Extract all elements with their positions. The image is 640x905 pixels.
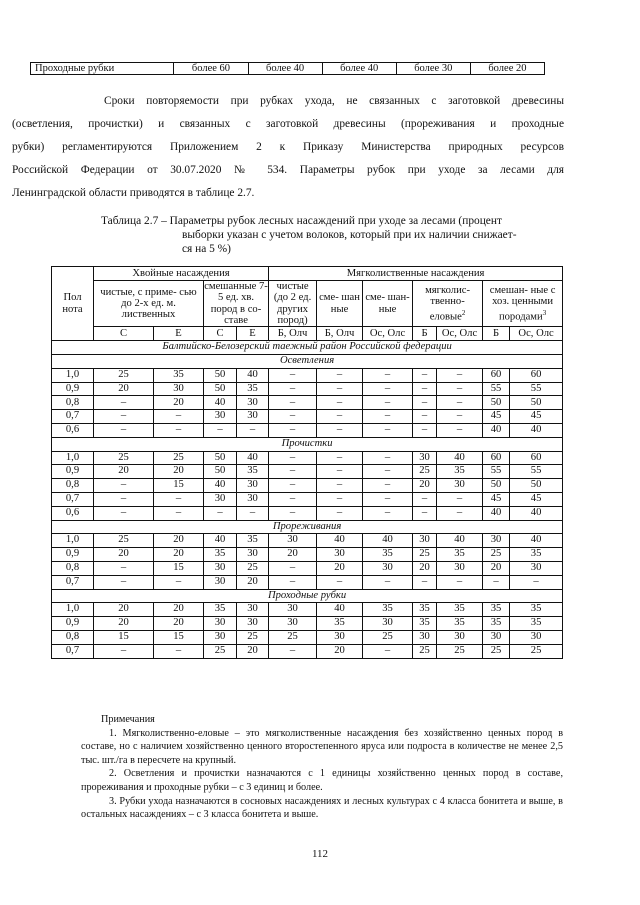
polnota-cell: 0,7 xyxy=(52,644,94,658)
table-row xyxy=(31,63,545,75)
table-cell: 30 xyxy=(413,534,437,548)
polnota-cell: 0,7 xyxy=(52,410,94,424)
table-cell: – xyxy=(413,382,437,396)
table-row xyxy=(52,382,563,396)
table-cell: 35 xyxy=(237,465,269,479)
table-cell: 20 xyxy=(154,534,204,548)
table-cell: 30 xyxy=(483,534,510,548)
table-cell: 35 xyxy=(237,534,269,548)
polnota-cell: 0,6 xyxy=(52,424,94,438)
table-cell: 35 xyxy=(413,603,437,617)
table-cell: более 40 xyxy=(248,63,322,75)
section-title: Прореживания xyxy=(52,520,563,534)
table-cell: 25 xyxy=(269,630,317,644)
table-row xyxy=(52,603,563,617)
table-cell: – xyxy=(510,575,563,589)
table-cell: 25 xyxy=(413,548,437,562)
table-cell: – xyxy=(363,465,413,479)
table-cell: 15 xyxy=(154,479,204,493)
table-cell: 40 xyxy=(317,534,363,548)
table-cell: 35 xyxy=(437,465,483,479)
table-cell: 25 xyxy=(483,644,510,658)
paragraph-line: Сроки повторяемости при рубках ухода, не связанных с заготовкой древесины xyxy=(104,95,564,107)
region-title: Балтийско-Белозерский таежный район Российской федерации xyxy=(52,341,563,355)
table-row xyxy=(52,630,563,644)
table-cell: 20 xyxy=(154,396,204,410)
table-cell: – xyxy=(317,465,363,479)
table-row xyxy=(52,492,563,506)
species-header-cell: Б, Олч xyxy=(269,327,317,341)
table-cell: 40 xyxy=(437,534,483,548)
section-title: Осветления xyxy=(52,355,563,369)
table-cell: 25 xyxy=(413,465,437,479)
table-row xyxy=(52,424,563,438)
soft-spruce-header: мягколис- твенно- еловые$^2$ xyxy=(413,280,483,327)
table-cell: 35 xyxy=(413,617,437,631)
caption-line: ся на 5 %) xyxy=(182,243,231,255)
top-strip-table xyxy=(30,62,545,75)
table-cell: 35 xyxy=(483,603,510,617)
table-cell: – xyxy=(413,492,437,506)
caption-line: Таблица 2.7 – Параметры рубок лесных насаждений при уходе за лесами (процент xyxy=(101,215,502,227)
table-cell: – xyxy=(154,492,204,506)
table-cell: – xyxy=(269,479,317,493)
table-cell: – xyxy=(413,368,437,382)
table-cell: – xyxy=(483,575,510,589)
table-cell: 30 xyxy=(483,630,510,644)
table-cell: – xyxy=(269,575,317,589)
table-cell: 35 xyxy=(317,617,363,631)
table-cell: 25 xyxy=(94,534,154,548)
table-row xyxy=(52,575,563,589)
table-row xyxy=(52,548,563,562)
table-cell: 25 xyxy=(94,368,154,382)
polnota-cell: 1,0 xyxy=(52,368,94,382)
table-cell: – xyxy=(94,644,154,658)
species-header-cell: Е xyxy=(154,327,204,341)
table-cell: 30 xyxy=(437,561,483,575)
table-cell: 25 xyxy=(237,561,269,575)
table-cell: – xyxy=(317,424,363,438)
table-row xyxy=(52,644,563,658)
table-row xyxy=(52,617,563,631)
table-cell: 30 xyxy=(363,617,413,631)
table-cell: 30 xyxy=(204,630,237,644)
table-cell: – xyxy=(363,410,413,424)
note-item: 2. Осветления и прочистки назначаются с 1 единицы хозяйственно ценных пород в составе, прореживания и проходные рубки – с 3 единиц и более. xyxy=(81,768,563,793)
table-cell: 55 xyxy=(483,465,510,479)
table-cell: 20 xyxy=(94,465,154,479)
table-cell: 30 xyxy=(237,492,269,506)
table-cell: 25 xyxy=(413,644,437,658)
polnota-cell: 0,9 xyxy=(52,465,94,479)
table-cell: – xyxy=(94,479,154,493)
table-cell: – xyxy=(317,479,363,493)
table-cell: 40 xyxy=(237,368,269,382)
table-cell: 30 xyxy=(237,410,269,424)
table-cell: 25 xyxy=(94,451,154,465)
table-cell: 40 xyxy=(483,424,510,438)
table-cell: – xyxy=(269,644,317,658)
table-cell: – xyxy=(437,575,483,589)
table-cell: – xyxy=(94,410,154,424)
table-cell: – xyxy=(269,368,317,382)
table-cell: более 30 xyxy=(396,63,470,75)
table-cell: 35 xyxy=(363,548,413,562)
table-cell: – xyxy=(317,492,363,506)
table-cell: – xyxy=(413,424,437,438)
table-cell: 45 xyxy=(483,410,510,424)
table-cell: – xyxy=(437,492,483,506)
note-item: 3. Рубки ухода назначаются в сосновых насаждениях и лесных культурах с 4 класса бонитета и выше, в остальных насаждениях – с 3 класса бонитета и выше. xyxy=(81,795,563,821)
table-cell: 30 xyxy=(204,561,237,575)
table-cell: 20 xyxy=(317,561,363,575)
table-cell: 60 xyxy=(483,368,510,382)
table-cell: 15 xyxy=(154,630,204,644)
table-cell: 30 xyxy=(204,492,237,506)
species-header-cell: Ос, Олс xyxy=(363,327,413,341)
table-cell: – xyxy=(269,561,317,575)
table-cell: 40 xyxy=(510,534,563,548)
table-cell: 35 xyxy=(437,548,483,562)
table-cell: – xyxy=(154,644,204,658)
polnota-cell: 0,9 xyxy=(52,382,94,396)
table-cell: 45 xyxy=(510,410,563,424)
table-cell: 25 xyxy=(483,548,510,562)
species-header-cell: Б xyxy=(483,327,510,341)
caption-line: выборки указан с учетом волоков, который при их наличии снижает- xyxy=(182,229,517,241)
table-cell: – xyxy=(363,424,413,438)
page-number: 112 xyxy=(311,848,329,860)
table-cell: более 20 xyxy=(470,63,544,75)
section-title: Проходные рубки xyxy=(52,589,563,603)
table-cell: – xyxy=(363,506,413,520)
table-cell: 50 xyxy=(483,396,510,410)
table-cell: 15 xyxy=(94,630,154,644)
table-cell: 20 xyxy=(154,548,204,562)
table-cell: – xyxy=(154,506,204,520)
table-cell: – xyxy=(94,424,154,438)
table-cell: – xyxy=(94,561,154,575)
paragraph-line: Российской Федерации от 30.07.2020 № 534. Параметры рубок при уходе за лесами для xyxy=(12,164,564,176)
table-cell: – xyxy=(94,396,154,410)
species-header-cell: Ос, Олс xyxy=(510,327,563,341)
table-cell: – xyxy=(237,506,269,520)
table-cell: – xyxy=(363,575,413,589)
felling-parameters-table xyxy=(51,266,563,659)
table-cell: 40 xyxy=(204,534,237,548)
table-cell: 60 xyxy=(510,368,563,382)
pure-conifer-header: чистые, с приме- сью до 2-х ед. м. лиственных xyxy=(94,280,204,327)
table-cell: – xyxy=(269,424,317,438)
table-cell: 30 xyxy=(154,382,204,396)
table-cell: 30 xyxy=(204,617,237,631)
polnota-cell: 0,9 xyxy=(52,548,94,562)
table-cell: 50 xyxy=(204,382,237,396)
table-cell: 35 xyxy=(510,603,563,617)
table-cell: 30 xyxy=(437,479,483,493)
table-cell: – xyxy=(154,575,204,589)
table-row xyxy=(52,561,563,575)
table-cell: 30 xyxy=(510,561,563,575)
table-cell: – xyxy=(413,396,437,410)
polnota-cell: 1,0 xyxy=(52,603,94,617)
notes-title: Примечания xyxy=(101,714,155,725)
table-cell: – xyxy=(269,396,317,410)
table-cell: 25 xyxy=(154,451,204,465)
table-cell: 20 xyxy=(483,561,510,575)
table-cell: 25 xyxy=(363,630,413,644)
table-cell: 40 xyxy=(363,534,413,548)
table-cell: 45 xyxy=(510,492,563,506)
section-title: Прочистки xyxy=(52,437,563,451)
table-cell: 35 xyxy=(510,617,563,631)
table-cell: – xyxy=(94,492,154,506)
section-row xyxy=(52,437,563,451)
table-cell: Проходные рубки xyxy=(31,63,174,75)
table-cell: 50 xyxy=(483,479,510,493)
table-cell: – xyxy=(317,451,363,465)
table-cell: 30 xyxy=(237,548,269,562)
table-cell: – xyxy=(154,410,204,424)
table-cell: – xyxy=(317,382,363,396)
table-cell: – xyxy=(437,396,483,410)
polnota-cell: 1,0 xyxy=(52,451,94,465)
table-cell: – xyxy=(204,506,237,520)
table-cell: – xyxy=(413,410,437,424)
table-cell: 55 xyxy=(510,465,563,479)
table-cell: 50 xyxy=(510,396,563,410)
polnota-cell: 0,6 xyxy=(52,506,94,520)
table-cell: 20 xyxy=(94,548,154,562)
species-header-cell: Б xyxy=(413,327,437,341)
table-cell: – xyxy=(269,465,317,479)
table-cell: 30 xyxy=(269,534,317,548)
table-cell: 30 xyxy=(237,479,269,493)
species-header-cell: Б, Олч xyxy=(317,327,363,341)
table-cell: 30 xyxy=(413,451,437,465)
table-cell: 40 xyxy=(483,506,510,520)
table-cell: – xyxy=(363,492,413,506)
polnota-cell: 0,7 xyxy=(52,492,94,506)
table-cell: 35 xyxy=(437,603,483,617)
table-cell: 25 xyxy=(510,644,563,658)
note-item: 1. Мягколиственно-еловые – это мягколиственные насаждения без хозяйственно ценных пород в составе, но с наличием хозяйственно ценного второстепенного яруса или подроста в количестве не менее 2,5 тыс. шт./га в пересчете на крупный. xyxy=(81,727,563,766)
table-row xyxy=(52,534,563,548)
softwood-group-header: Мягколиственные насаждения xyxy=(269,267,563,281)
region-row xyxy=(52,341,563,355)
mixed-header: сме- шан ные xyxy=(317,280,363,327)
table-cell: 40 xyxy=(204,396,237,410)
table-cell: – xyxy=(363,479,413,493)
section-row xyxy=(52,520,563,534)
table-cell: 20 xyxy=(94,603,154,617)
table-cell: 35 xyxy=(510,548,563,562)
table-header-row xyxy=(52,280,563,327)
table-row xyxy=(52,396,563,410)
table-cell: 45 xyxy=(483,492,510,506)
polnota-cell: 1,0 xyxy=(52,534,94,548)
section-row xyxy=(52,355,563,369)
table-cell: 20 xyxy=(154,617,204,631)
table-cell: 25 xyxy=(204,644,237,658)
table-cell: 30 xyxy=(317,630,363,644)
valuable-mixed-header: смешан- ные с хоз. ценными породами$^3$ xyxy=(483,280,563,327)
table-cell: 20 xyxy=(94,617,154,631)
table-cell: 35 xyxy=(204,603,237,617)
table-cell: 30 xyxy=(317,548,363,562)
table-cell: 25 xyxy=(437,644,483,658)
table-cell: 30 xyxy=(363,561,413,575)
polnota-cell: 0,7 xyxy=(52,575,94,589)
table-cell: 20 xyxy=(413,479,437,493)
table-cell: – xyxy=(317,410,363,424)
table-cell: 20 xyxy=(237,575,269,589)
table-cell: – xyxy=(269,492,317,506)
table-cell: – xyxy=(269,382,317,396)
table-cell: 60 xyxy=(483,451,510,465)
table-cell: 35 xyxy=(204,548,237,562)
species-header-cell: С xyxy=(94,327,154,341)
paragraph-line: (осветления, прочистки) и связанных с заготовкой древесины (прореживания и проходные xyxy=(12,118,564,130)
table-cell: 50 xyxy=(204,368,237,382)
table-cell: 30 xyxy=(204,410,237,424)
paragraph-line: Ленинградской области приводятся в таблице 2.7. xyxy=(12,187,255,199)
table-cell: – xyxy=(437,368,483,382)
table-cell: 35 xyxy=(437,617,483,631)
table-cell: более 60 xyxy=(174,63,248,75)
table-cell: 35 xyxy=(154,368,204,382)
table-row xyxy=(52,465,563,479)
table-cell: 30 xyxy=(510,630,563,644)
table-row xyxy=(52,451,563,465)
polnota-cell: 0,8 xyxy=(52,479,94,493)
pure-soft-header: чистые (до 2 ед. других пород) xyxy=(269,280,317,327)
table-cell: 50 xyxy=(204,451,237,465)
table-cell: – xyxy=(363,644,413,658)
polnota-cell: 0,8 xyxy=(52,630,94,644)
table-cell: 40 xyxy=(237,451,269,465)
table-cell: 55 xyxy=(483,382,510,396)
table-cell: 35 xyxy=(483,617,510,631)
table-cell: 40 xyxy=(510,506,563,520)
table-cell: 55 xyxy=(510,382,563,396)
table-cell: 20 xyxy=(413,561,437,575)
table-cell: 60 xyxy=(510,451,563,465)
species-header-cell: Е xyxy=(237,327,269,341)
table-cell: 30 xyxy=(269,617,317,631)
table-cell: 50 xyxy=(510,479,563,493)
table-cell: – xyxy=(237,424,269,438)
table-cell: более 40 xyxy=(322,63,396,75)
species-header-cell: С xyxy=(204,327,237,341)
conifer-group-header: Хвойные насаждения xyxy=(94,267,269,281)
table-row xyxy=(52,410,563,424)
table-row xyxy=(52,368,563,382)
table-cell: – xyxy=(94,575,154,589)
table-cell: – xyxy=(269,451,317,465)
polnota-header: Пол нота xyxy=(52,267,94,341)
table-cell: 30 xyxy=(237,396,269,410)
species-header-row xyxy=(52,327,563,341)
table-cell: – xyxy=(317,396,363,410)
table-cell: – xyxy=(437,424,483,438)
table-cell: – xyxy=(363,451,413,465)
table-cell: 30 xyxy=(413,630,437,644)
table-cell: – xyxy=(317,506,363,520)
polnota-cell: 0,8 xyxy=(52,561,94,575)
mixed-header: сме- шан- ные xyxy=(363,280,413,327)
table-cell: – xyxy=(437,410,483,424)
table-cell: – xyxy=(363,382,413,396)
table-cell: 30 xyxy=(237,603,269,617)
table-header-row xyxy=(52,267,563,281)
table-cell: – xyxy=(413,575,437,589)
table-cell: – xyxy=(269,506,317,520)
table-cell: – xyxy=(317,575,363,589)
table-cell: – xyxy=(413,506,437,520)
table-cell: 40 xyxy=(204,479,237,493)
species-header-cell: Ос, Олс xyxy=(437,327,483,341)
polnota-cell: 0,9 xyxy=(52,617,94,631)
table-cell: 50 xyxy=(204,465,237,479)
table-cell: 20 xyxy=(154,465,204,479)
table-cell: 30 xyxy=(269,603,317,617)
table-cell: – xyxy=(154,424,204,438)
table-cell: 20 xyxy=(154,603,204,617)
table-cell: 20 xyxy=(317,644,363,658)
table-cell: 35 xyxy=(237,382,269,396)
section-row xyxy=(52,589,563,603)
table-cell: – xyxy=(269,410,317,424)
table-row xyxy=(52,506,563,520)
table-caption xyxy=(101,214,561,256)
table-cell: – xyxy=(437,506,483,520)
table-cell: 35 xyxy=(363,603,413,617)
table-cell: 30 xyxy=(237,617,269,631)
paragraph-line: рубки) регламентируются Приложением 2 к Приказу Министерства природных ресурсов xyxy=(12,141,564,153)
table-cell: – xyxy=(437,382,483,396)
table-cell: – xyxy=(317,368,363,382)
table-cell: 30 xyxy=(204,575,237,589)
table-cell: 40 xyxy=(437,451,483,465)
table-cell: 20 xyxy=(237,644,269,658)
table-cell: 40 xyxy=(317,603,363,617)
mixed-conifer-header: смешанные 7-5 ед. хв. пород в со- ставе xyxy=(204,280,268,327)
body-paragraph xyxy=(12,90,564,205)
table-cell: 25 xyxy=(237,630,269,644)
notes-block xyxy=(81,713,563,822)
table-cell: – xyxy=(363,368,413,382)
table-cell: 15 xyxy=(154,561,204,575)
table-cell: – xyxy=(94,506,154,520)
table-cell: 20 xyxy=(269,548,317,562)
polnota-cell: 0,8 xyxy=(52,396,94,410)
table-cell: 20 xyxy=(94,382,154,396)
table-cell: – xyxy=(363,396,413,410)
table-cell: 30 xyxy=(437,630,483,644)
table-row xyxy=(52,479,563,493)
table-cell: 40 xyxy=(510,424,563,438)
table-cell: – xyxy=(204,424,237,438)
